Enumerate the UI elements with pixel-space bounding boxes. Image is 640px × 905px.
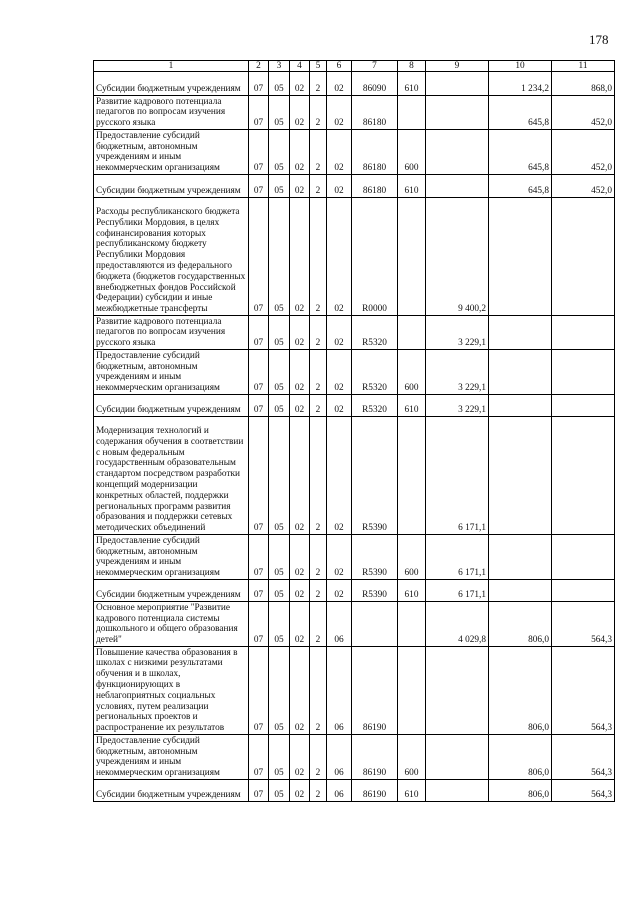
cell-col-8: [398, 198, 426, 316]
cell-col-7: R5320: [352, 316, 398, 350]
cell-col-6: 02: [327, 175, 352, 198]
cell-col-2: 07: [249, 72, 269, 96]
page-number: 178: [589, 32, 609, 47]
cell-col-8: 600: [398, 130, 426, 175]
row-description: Модернизация технологий и содержания обучения в соответствии с новым федеральным государственным образовательным стандартом посредством разработки концепций модернизации конкретных областей, поддержки региональных программ развития образования и поддержки сетевых методических объединений: [94, 417, 249, 535]
cell-col-10: [489, 417, 552, 535]
row-description: Развитие кадрового потенциала педагогов по вопросам изучения русского языка: [94, 96, 249, 130]
cell-col-6: 02: [327, 417, 352, 535]
cell-col-10: [489, 198, 552, 316]
cell-col-5: 2: [310, 535, 327, 580]
cell-col-8: 610: [398, 175, 426, 198]
cell-col-8: 600: [398, 350, 426, 395]
table-row: [94, 580, 615, 602]
cell-col-8: 610: [398, 580, 426, 602]
cell-col-6: 02: [327, 580, 352, 602]
budget-table: [93, 60, 615, 802]
table-row: [94, 350, 615, 395]
cell-col-11: [552, 316, 615, 350]
table-row: [94, 96, 615, 130]
cell-col-9: [426, 647, 489, 735]
cell-col-6: 02: [327, 535, 352, 580]
row-description: Предоставление субсидий бюджетным, автономным учреждениям и иным некоммерческим организациям: [94, 535, 249, 580]
cell-col-11: 452,0: [552, 96, 615, 130]
cell-col-3: 05: [269, 72, 290, 96]
cell-col-4: 02: [290, 535, 310, 580]
cell-col-3: 05: [269, 735, 290, 780]
cell-col-3: 05: [269, 647, 290, 735]
row-description: Повышение качества образования в школах с низкими результатами обучения и в школах, функционирующих в неблагоприятных социальных условиях, путем реализации региональных проектов и распространение их результатов: [94, 647, 249, 735]
table-row: [94, 130, 615, 175]
table-row: [94, 535, 615, 580]
cell-col-3: 05: [269, 198, 290, 316]
cell-col-11: [552, 395, 615, 417]
cell-col-5: 2: [310, 647, 327, 735]
cell-col-5: 2: [310, 96, 327, 130]
cell-col-7: R5390: [352, 417, 398, 535]
cell-col-4: 02: [290, 395, 310, 417]
cell-col-7: R5390: [352, 580, 398, 602]
cell-col-6: 02: [327, 316, 352, 350]
cell-col-6: 02: [327, 72, 352, 96]
cell-col-7: 86180: [352, 130, 398, 175]
cell-col-6: 02: [327, 350, 352, 395]
cell-col-7: R5320: [352, 350, 398, 395]
cell-col-7: 86180: [352, 96, 398, 130]
cell-col-4: 02: [290, 72, 310, 96]
cell-col-10: 645,8: [489, 96, 552, 130]
cell-col-4: 02: [290, 735, 310, 780]
cell-col-2: 07: [249, 735, 269, 780]
cell-col-8: 610: [398, 395, 426, 417]
cell-col-6: 06: [327, 735, 352, 780]
cell-col-7: [352, 602, 398, 647]
cell-col-8: [398, 647, 426, 735]
cell-col-9: 3 229,1: [426, 316, 489, 350]
cell-col-11: [552, 350, 615, 395]
cell-col-11: 564,3: [552, 780, 615, 802]
cell-col-3: 05: [269, 580, 290, 602]
cell-col-7: 86090: [352, 72, 398, 96]
cell-col-7: 86190: [352, 780, 398, 802]
cell-col-2: 07: [249, 395, 269, 417]
row-description: Основное мероприятие "Развитие кадрового потенциала системы дошкольного и общего образования детей": [94, 602, 249, 647]
cell-col-8: [398, 96, 426, 130]
cell-col-11: 452,0: [552, 130, 615, 175]
cell-col-4: 02: [290, 96, 310, 130]
cell-col-5: 2: [310, 316, 327, 350]
cell-col-3: 05: [269, 316, 290, 350]
cell-col-9: 6 171,1: [426, 417, 489, 535]
cell-col-9: 6 171,1: [426, 535, 489, 580]
cell-col-5: 2: [310, 580, 327, 602]
cell-col-11: 564,3: [552, 647, 615, 735]
cell-col-9: 3 229,1: [426, 395, 489, 417]
column-header-1: 1: [94, 61, 249, 72]
cell-col-6: 06: [327, 602, 352, 647]
table-row: [94, 780, 615, 802]
cell-col-3: 05: [269, 535, 290, 580]
cell-col-8: 600: [398, 535, 426, 580]
cell-col-5: 2: [310, 735, 327, 780]
cell-col-11: [552, 198, 615, 316]
cell-col-10: 806,0: [489, 602, 552, 647]
cell-col-4: 02: [290, 647, 310, 735]
cell-col-11: [552, 580, 615, 602]
cell-col-10: 806,0: [489, 647, 552, 735]
cell-col-10: 806,0: [489, 780, 552, 802]
cell-col-10: 1 234,2: [489, 72, 552, 96]
table-row: [94, 395, 615, 417]
table-row: [94, 602, 615, 647]
cell-col-10: [489, 316, 552, 350]
column-header-5: 5: [310, 61, 327, 72]
cell-col-9: [426, 130, 489, 175]
cell-col-5: 2: [310, 198, 327, 316]
cell-col-7: 86190: [352, 647, 398, 735]
cell-col-5: 2: [310, 350, 327, 395]
cell-col-3: 05: [269, 417, 290, 535]
header-row: [94, 61, 615, 72]
cell-col-10: [489, 350, 552, 395]
cell-col-2: 07: [249, 350, 269, 395]
cell-col-10: [489, 535, 552, 580]
cell-col-2: 07: [249, 580, 269, 602]
cell-col-11: 564,3: [552, 602, 615, 647]
cell-col-8: [398, 316, 426, 350]
cell-col-10: [489, 395, 552, 417]
cell-col-9: [426, 735, 489, 780]
cell-col-3: 05: [269, 130, 290, 175]
cell-col-7: R0000: [352, 198, 398, 316]
cell-col-8: 610: [398, 780, 426, 802]
cell-col-4: 02: [290, 350, 310, 395]
cell-col-11: [552, 417, 615, 535]
cell-col-6: 02: [327, 130, 352, 175]
cell-col-9: [426, 96, 489, 130]
cell-col-11: 868,0: [552, 72, 615, 96]
table-body: [94, 72, 615, 802]
cell-col-4: 02: [290, 580, 310, 602]
table-row: [94, 316, 615, 350]
cell-col-8: 600: [398, 735, 426, 780]
cell-col-6: 02: [327, 395, 352, 417]
table-row: [94, 175, 615, 198]
cell-col-5: 2: [310, 417, 327, 535]
row-description: Субсидии бюджетным учреждениям: [94, 72, 249, 96]
row-description: Предоставление субсидий бюджетным, автономным учреждениям и иным некоммерческим организациям: [94, 350, 249, 395]
cell-col-6: 06: [327, 780, 352, 802]
cell-col-5: 2: [310, 395, 327, 417]
cell-col-5: 2: [310, 602, 327, 647]
table-row: [94, 647, 615, 735]
cell-col-7: R5390: [352, 535, 398, 580]
column-header-2: 2: [249, 61, 269, 72]
row-description: Субсидии бюджетным учреждениям: [94, 780, 249, 802]
cell-col-8: [398, 417, 426, 535]
cell-col-2: 07: [249, 417, 269, 535]
cell-col-3: 05: [269, 395, 290, 417]
row-description: Субсидии бюджетным учреждениям: [94, 395, 249, 417]
cell-col-10: [489, 580, 552, 602]
cell-col-2: 07: [249, 96, 269, 130]
row-description: Предоставление субсидий бюджетным, автономным учреждениям и иным некоммерческим организациям: [94, 130, 249, 175]
cell-col-7: 86190: [352, 735, 398, 780]
cell-col-9: 6 171,1: [426, 580, 489, 602]
column-header-8: 8: [398, 61, 426, 72]
cell-col-8: 610: [398, 72, 426, 96]
cell-col-2: 07: [249, 647, 269, 735]
row-description: Субсидии бюджетным учреждениям: [94, 175, 249, 198]
table-row: [94, 417, 615, 535]
cell-col-6: 02: [327, 198, 352, 316]
cell-col-11: [552, 535, 615, 580]
cell-col-3: 05: [269, 350, 290, 395]
cell-col-9: 4 029,8: [426, 602, 489, 647]
row-description: Расходы республиканского бюджета Республики Мордовия, в целях софинансирования которых республиканскому бюджету Республики Мордовия предоставляются из федерального бюджета (бюджетов государственных внебюджетных фондов Российской Федерации) субсидии и иные межбюджетные трансферты: [94, 198, 249, 316]
column-header-10: 10: [489, 61, 552, 72]
column-header-4: 4: [290, 61, 310, 72]
column-header-11: 11: [552, 61, 615, 72]
table-row: [94, 72, 615, 96]
cell-col-10: 645,8: [489, 175, 552, 198]
cell-col-9: [426, 72, 489, 96]
cell-col-2: 07: [249, 780, 269, 802]
cell-col-5: 2: [310, 72, 327, 96]
cell-col-4: 02: [290, 602, 310, 647]
cell-col-7: 86180: [352, 175, 398, 198]
row-description: Предоставление субсидий бюджетным, автономным учреждениям и иным некоммерческим организациям: [94, 735, 249, 780]
cell-col-6: 06: [327, 647, 352, 735]
cell-col-3: 05: [269, 780, 290, 802]
row-description: Субсидии бюджетным учреждениям: [94, 580, 249, 602]
column-header-9: 9: [426, 61, 489, 72]
cell-col-2: 07: [249, 175, 269, 198]
cell-col-2: 07: [249, 130, 269, 175]
cell-col-3: 05: [269, 175, 290, 198]
cell-col-9: 9 400,2: [426, 198, 489, 316]
cell-col-6: 02: [327, 96, 352, 130]
cell-col-10: 645,8: [489, 130, 552, 175]
cell-col-2: 07: [249, 316, 269, 350]
cell-col-5: 2: [310, 130, 327, 175]
row-description: Развитие кадрового потенциала педагогов по вопросам изучения русского языка: [94, 316, 249, 350]
cell-col-3: 05: [269, 96, 290, 130]
column-header-3: 3: [269, 61, 290, 72]
table-row: [94, 198, 615, 316]
cell-col-10: 806,0: [489, 735, 552, 780]
cell-col-8: [398, 602, 426, 647]
cell-col-2: 07: [249, 198, 269, 316]
cell-col-2: 07: [249, 602, 269, 647]
column-header-7: 7: [352, 61, 398, 72]
cell-col-4: 02: [290, 316, 310, 350]
cell-col-5: 2: [310, 175, 327, 198]
cell-col-4: 02: [290, 780, 310, 802]
table-row: [94, 735, 615, 780]
cell-col-9: [426, 780, 489, 802]
cell-col-9: 3 229,1: [426, 350, 489, 395]
cell-col-4: 02: [290, 130, 310, 175]
cell-col-4: 02: [290, 175, 310, 198]
cell-col-9: [426, 175, 489, 198]
cell-col-4: 02: [290, 198, 310, 316]
cell-col-11: 452,0: [552, 175, 615, 198]
cell-col-2: 07: [249, 535, 269, 580]
cell-col-7: R5320: [352, 395, 398, 417]
cell-col-5: 2: [310, 780, 327, 802]
column-header-6: 6: [327, 61, 352, 72]
cell-col-3: 05: [269, 602, 290, 647]
cell-col-11: 564,3: [552, 735, 615, 780]
cell-col-4: 02: [290, 417, 310, 535]
